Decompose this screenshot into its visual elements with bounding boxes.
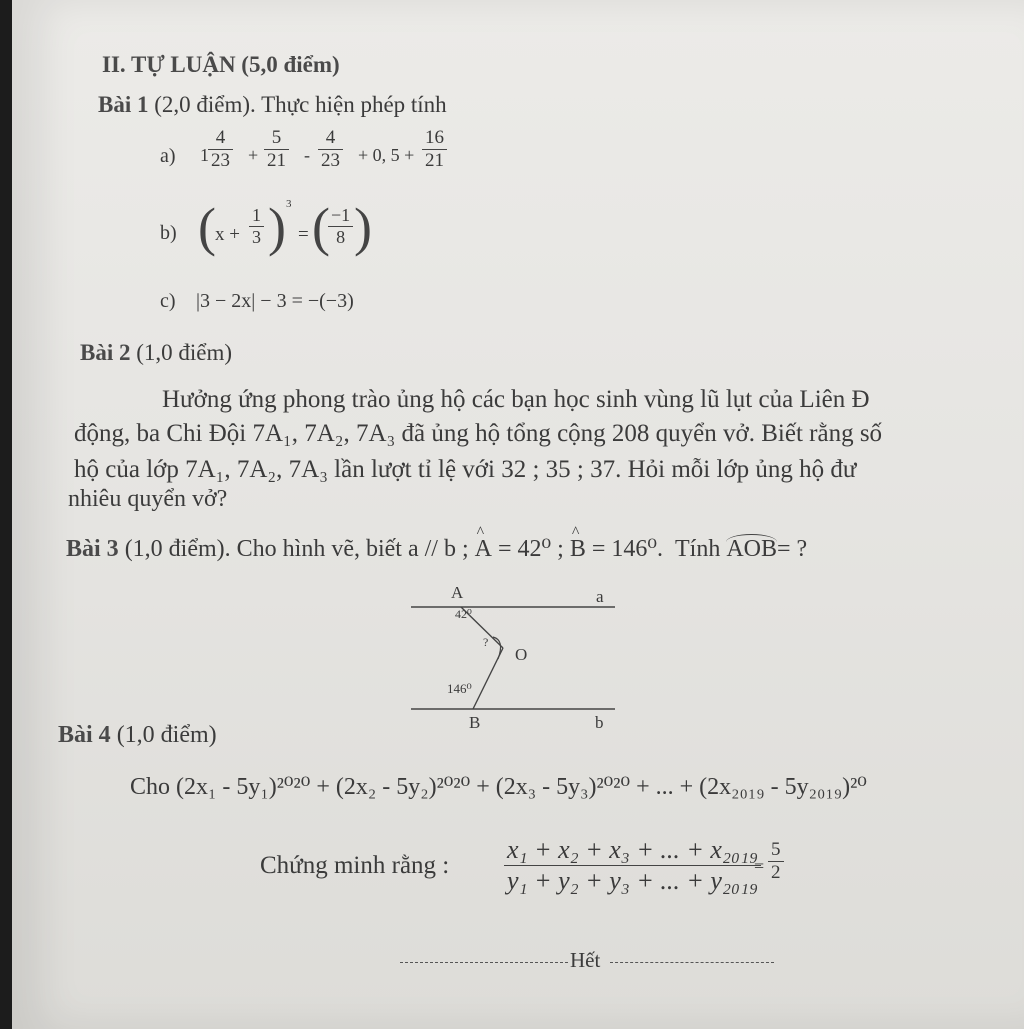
big-fraction	[504, 836, 761, 895]
paren-close-2: )	[354, 197, 372, 257]
angle-A-value: = 42⁰ ;	[497, 536, 564, 562]
label-146: 146⁰	[447, 681, 472, 696]
eq-sign: =	[754, 856, 765, 876]
bai2-line1: Hưởng ứng phong trào ủng hộ các bạn học sinh vùng lũ lụt của Liên Đ	[162, 386, 870, 413]
x-plus: x +	[215, 224, 240, 245]
bai2-line2: động, ba Chi Đội 7A₁, 7A₂, 7A₃ đã ủng hộ tổng cộng 208 quyển vở. Biết rằng số	[74, 420, 883, 447]
bai1-a-whole: 1	[200, 145, 209, 165]
chung-minh: Chứng minh rằng :	[260, 852, 450, 879]
dash-right	[610, 962, 774, 963]
op-plus: +	[248, 145, 259, 165]
bai4-cho: Cho (2x₁ - 5y₁)²⁰²⁰ + (2x₂ - 5y₂)²⁰²⁰ + (2x₃ - 5y₃)²⁰²⁰ + ... + (2x₂₀₁₉ - 5y₂₀₁₉)²⁰	[130, 774, 867, 800]
bai2-line3: hộ của lớp 7A₁, 7A₂, 7A₃ lần lượt tỉ lệ với 32 ; 35 ; 37. Hỏi mỗi lớp ủng hộ đư	[74, 456, 857, 483]
ask: = ?	[776, 536, 808, 562]
paren-open-2: (	[312, 197, 330, 257]
big-denominator: y₁ + y₂ + y₃ + ... + y₂₀₁₉	[507, 865, 759, 895]
label-A: A	[451, 583, 464, 602]
exam-paper	[12, 0, 1024, 1029]
geometry-figure	[407, 585, 627, 735]
angle-B-hat: ^ B	[569, 524, 586, 562]
bai1-c-label: c)	[160, 290, 176, 312]
angle-AOB: AOB	[726, 536, 777, 562]
bai3-line	[66, 524, 808, 563]
bai4-label: Bài 4	[58, 722, 111, 748]
bai2-line4: nhiêu quyển vở?	[68, 486, 228, 512]
angle-A-hat: ^ A	[474, 524, 492, 562]
bai1-c-expr: |3 − 2x| − 3 = −(−3)	[196, 290, 354, 312]
big-numerator: x₁ + x₂ + x₃ + ... + x₂₀₁₉	[504, 836, 761, 866]
paren-open: (	[198, 197, 216, 257]
op-minus: -	[304, 145, 310, 165]
tinh: Tính	[674, 536, 721, 562]
label-B: B	[469, 713, 481, 732]
paren-close: )	[268, 197, 286, 257]
label-a: a	[596, 587, 604, 606]
bai1-a-label: a)	[160, 145, 176, 167]
label-b: b	[595, 713, 604, 732]
end-marker: Hết	[570, 948, 601, 972]
label-O: O	[515, 645, 528, 664]
fraction-minus1-8: $\frac{-1}{8}$	[328, 206, 353, 247]
section-title: II. TỰ LUẬN (5,0 điểm)	[102, 52, 340, 77]
bai3-text: (1,0 điểm). Cho hình vẽ, biết a // b ;	[124, 536, 469, 562]
fraction-1-3: $\frac{1}{3}$	[249, 206, 264, 247]
fraction-5-2: $\frac{5}{2}$	[768, 840, 784, 884]
bai4-points: (1,0 điểm)	[116, 722, 217, 748]
op-mid: + 0, 5 +	[358, 145, 415, 165]
bai1-b-label: b)	[160, 222, 177, 244]
fraction-5-21: $\frac{5}{21}$	[264, 128, 289, 172]
bai1-heading	[98, 92, 447, 118]
fraction-4-23: $\frac{4}{23}$	[208, 128, 233, 172]
equals: =	[298, 224, 309, 245]
bai4-heading	[58, 722, 217, 749]
fraction-4-23-b: $\frac{4}{23}$	[318, 128, 343, 172]
exponent-3: 3	[286, 198, 292, 210]
label-42: 42⁰	[455, 607, 472, 621]
angle-B-value: = 146⁰.	[591, 536, 663, 562]
bai2-heading	[80, 340, 232, 366]
bai3-label: Bài 3	[66, 536, 119, 562]
bai1-label: Bài 1	[98, 92, 149, 117]
bai2-label: Bài 2	[80, 340, 131, 365]
bai2-points: (1,0 điểm)	[136, 340, 233, 365]
dash-left	[400, 962, 568, 963]
bai1-points: (2,0 điểm). Thực hiện phép tính	[154, 92, 447, 117]
fraction-16-21: $\frac{16}{21}$	[422, 128, 447, 172]
label-question: ?	[483, 635, 489, 649]
